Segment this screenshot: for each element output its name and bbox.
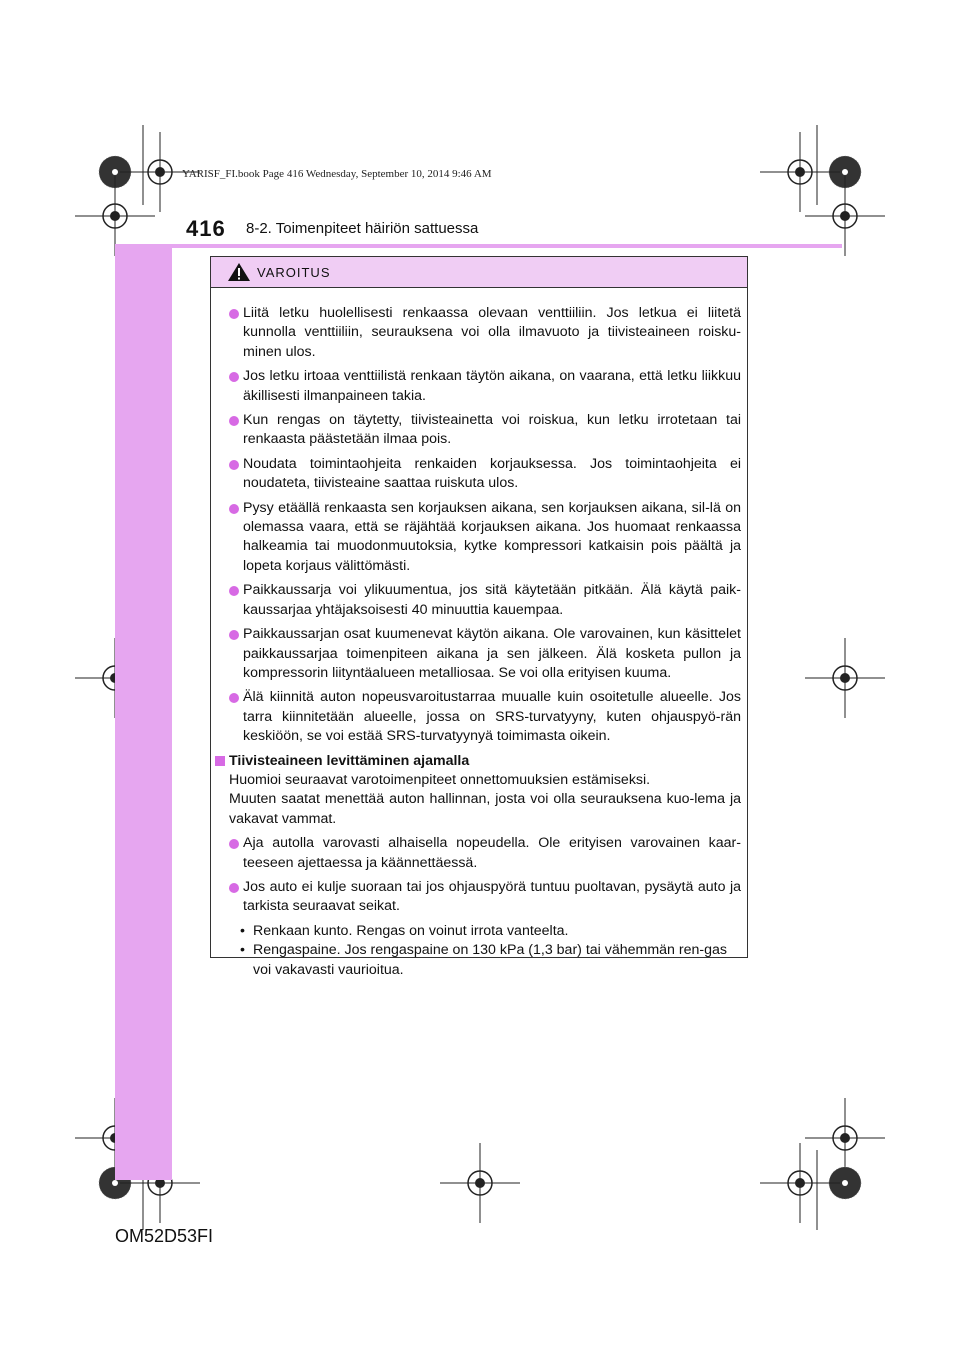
warning-triangle-icon (227, 262, 251, 282)
warning-bullet: Paikkaussarja voi ylikuumentua, jos sitä käytetään pitkään. Älä käytä paik-kaussarjaa yhtäjaksoisesti 40 minuuttia kauempaa. (229, 581, 741, 620)
warning-body (211, 288, 747, 980)
warning-title: VAROITUS (257, 264, 331, 280)
document-code: OM52D53FI (115, 1226, 214, 1246)
warning-header (211, 257, 747, 288)
warning-bullet: Paikkaussarjan osat kuumenevat käytön aikana. Ole varovainen, kun käsittelet paikkaussarjaa toimenpiteen aikana ja sen jälkeen. Älä kosketa pullon ja kompressorin liityntäalueen metalliosaa. Se voi olla erityisen kuuma. (229, 625, 741, 683)
warning-bullet: Jos letku irtoaa venttiilistä renkaan täytön aikana, on vaarana, että letku liikkuu äkillisesti ilmanpaineen takia. (229, 367, 741, 406)
warning-bullet: Älä kiinnitä auton nopeusvaroitustarraa muualle kuin osoitetulle alueelle. Jos tarra kiinnitetään alueelle, jossa on SRS-turvatyyny, kuten ohjauspyö-rän keskiöön, se voi estää SRS-turvatyynyä toimimasta oikein. (229, 688, 741, 746)
book-meta: YARISF_FI.book Page 416 Wednesday, September 10, 2014 9:46 AM (182, 168, 492, 180)
warning-bullet: Pysy etäällä renkaasta sen korjauksen aikana, sen korjauksen aikana, sil-lä on olemassa vaara, että se räjähtää korjauksen aikana. Jos huomaat renkaassa halkeamia tai muodonmuutoksia, kytke kompressori katkaisin pois päältä ja lopeta korjaus välittömästi. (229, 499, 741, 577)
page-number: 416 (186, 216, 226, 241)
subsection-paragraph: Muuten saatat menettää auton hallinnan, josta voi olla seurauksena kuo-lema ja vakavat vammat. (229, 791, 741, 827)
section-title: 8-2. Toimenpiteet häiriön sattuessa (246, 220, 479, 237)
subsection-bullet: Aja autolla varovasti alhaisella nopeudella. Ole erityisen varovainen kaar-teeseen ajettaessa ja käännettäessä. (229, 834, 741, 873)
warning-bullet: Liitä letku huolellisesti renkaassa olevaan venttiiliin. Jos letkua ei liitetä kunnolla venttiiliin, seurauksena voi olla ilmavuoto ja tiivisteaineen roisku-minen ulos. (229, 304, 741, 362)
sub-bullet: • Renkaan kunto. Rengas on voinut irrota vanteelta. (229, 922, 741, 941)
sub-bullet: • Rengaspaine. Jos rengaspaine on 130 kPa (1,3 bar) tai vähemmän ren-gas voi vakavasti vaurioitua. (229, 941, 741, 980)
warning-bullet: Noudata toimintaohjeita renkaiden korjauksessa. Jos toimintaohjeita ei noudateta, tiivisteaine saattaa ruiskuta ulos. (229, 455, 741, 494)
subsection-paragraph: Huomioi seuraavat varotoimenpiteet onnettomuuksien estämiseksi. (229, 771, 651, 788)
warning-box (210, 256, 748, 978)
header-rule (115, 244, 842, 248)
warning-bullet: Kun rengas on täytetty, tiivisteainetta voi roiskua, kun letku irrotetaan tai renkaasta päästetään ilmaa pois. (229, 411, 741, 450)
subsection-bullet: Jos auto ei kulje suoraan tai jos ohjauspyörä tuntuu puoltavan, pysäytä auto ja tarkista seuraavat seikat. (229, 878, 741, 917)
subsection-title: Tiivisteaineen levittäminen ajamalla (215, 752, 741, 771)
chapter-tab-strip (115, 244, 172, 1180)
